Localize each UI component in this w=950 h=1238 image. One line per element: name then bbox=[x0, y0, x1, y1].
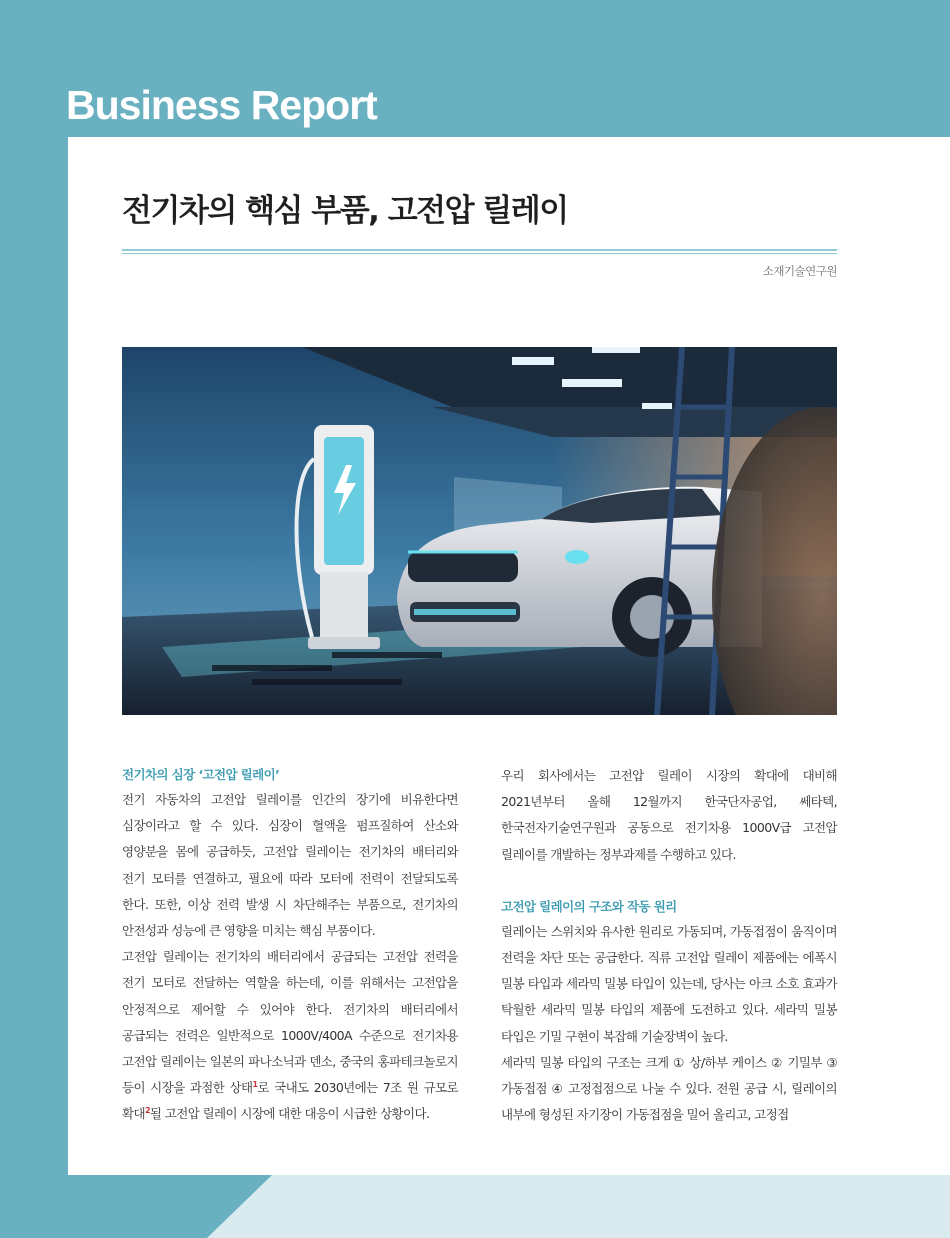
article-author: 소재기술연구원 bbox=[762, 264, 837, 278]
footer-corner-wedge bbox=[0, 1175, 280, 1238]
paragraph-market-part2: 로 국내도 2030년에는 7조 원 규모로 확대 bbox=[122, 1080, 458, 1122]
footnote-marker-1[interactable]: 1 bbox=[252, 1080, 258, 1090]
hero-image-ev-charging bbox=[122, 347, 837, 715]
text-column-left bbox=[122, 763, 458, 1128]
paragraph-relay-principle: 릴레이는 스위치와 유사한 원리로 가동되며, 가동접점이 움직이며 전력을 차단 또는 공급한다. 직류 고전압 릴레이 제품에는 에폭시 밀봉 타입과 세라믹 밀봉 타입이 있는데, 당사는 아크 소호 효과가 탁월한 세라믹 밀봉 타입의 제품에 도전하고 있다. 세라믹 밀봉 타입은 기밀 구현이 복잡해 기술장벽이 높다. bbox=[501, 923, 837, 1044]
text-column-right bbox=[501, 763, 837, 1128]
paragraph-market-part1: 고전압 릴레이는 전기차의 배터리에서 공급되는 고전압 전력을 전기 모터로 전달하는 역할을 하는데, 이를 위해서는 고전압을 안정적으로 제어할 수 있어야 한다. 전기차의 배터리에서 공급되는 전력은 일반적으로 1000V/400A 수준으로 전기차용 고전압 릴레이는 일본의 파나소닉과 덴소, 중국의 홍파테크놀로지 등이 시장을 과점한 상태 bbox=[122, 949, 458, 1096]
section-heading-heart: 전기차의 심장 ‘고전압 릴레이’ bbox=[122, 767, 280, 782]
paragraph-market-part3: 될 고전압 릴레이 시장에 대한 대응이 시급한 상황이다. bbox=[149, 1106, 430, 1122]
paragraph-market bbox=[122, 944, 458, 1127]
paragraph-project: 우리 회사에서는 고전압 릴레이 시장의 확대에 대비해 2021년부터 올해 12월까지 한국단자공업, 쎄타텍, 한국전자기술연구원과 공동으로 전기차용 1000V급 고전압 릴레이를 개발하는 정부과제를 수행하고 있다. bbox=[501, 768, 837, 862]
paragraph-ceramic-structure: 세라믹 밀봉 타입의 구조는 크게 ① 상/하부 케이스 ② 기밀부 ③ 가동접점 ④ 고정접점으로 나눌 수 있다. 전원 공급 시, 릴레이의 내부에 형성된 자기장이 가동접점을 밀어 올리고, 고정접 bbox=[501, 1054, 837, 1123]
brand-title: Business Report bbox=[66, 82, 377, 128]
article-title: 전기차의 핵심 부품, 고전압 릴레이 bbox=[122, 193, 568, 229]
title-divider-bottom bbox=[122, 253, 837, 254]
footnote-marker-2[interactable]: 2 bbox=[144, 1106, 150, 1116]
paragraph-heart-analogy: 전기 자동차의 고전압 릴레이를 인간의 장기에 비유한다면 심장이라고 할 수 있다. 심장이 혈액을 펌프질하여 산소와 영양분을 몸에 공급하듯, 고전압 릴레이는 전기차의 배터리와 전기 모터를 연결하고, 필요에 따라 모터에 전력이 전달되도록 한다. 또한, 이상 전력 발생 시 차단해주는 부품으로, 전기차의 안전성과 성능에 큰 영향을 미치는 핵심 부품이다. bbox=[122, 792, 458, 939]
section-gap bbox=[501, 868, 837, 895]
title-divider-top bbox=[122, 249, 837, 251]
section-heading-structure: 고전압 릴레이의 구조와 작동 원리 bbox=[501, 898, 677, 914]
